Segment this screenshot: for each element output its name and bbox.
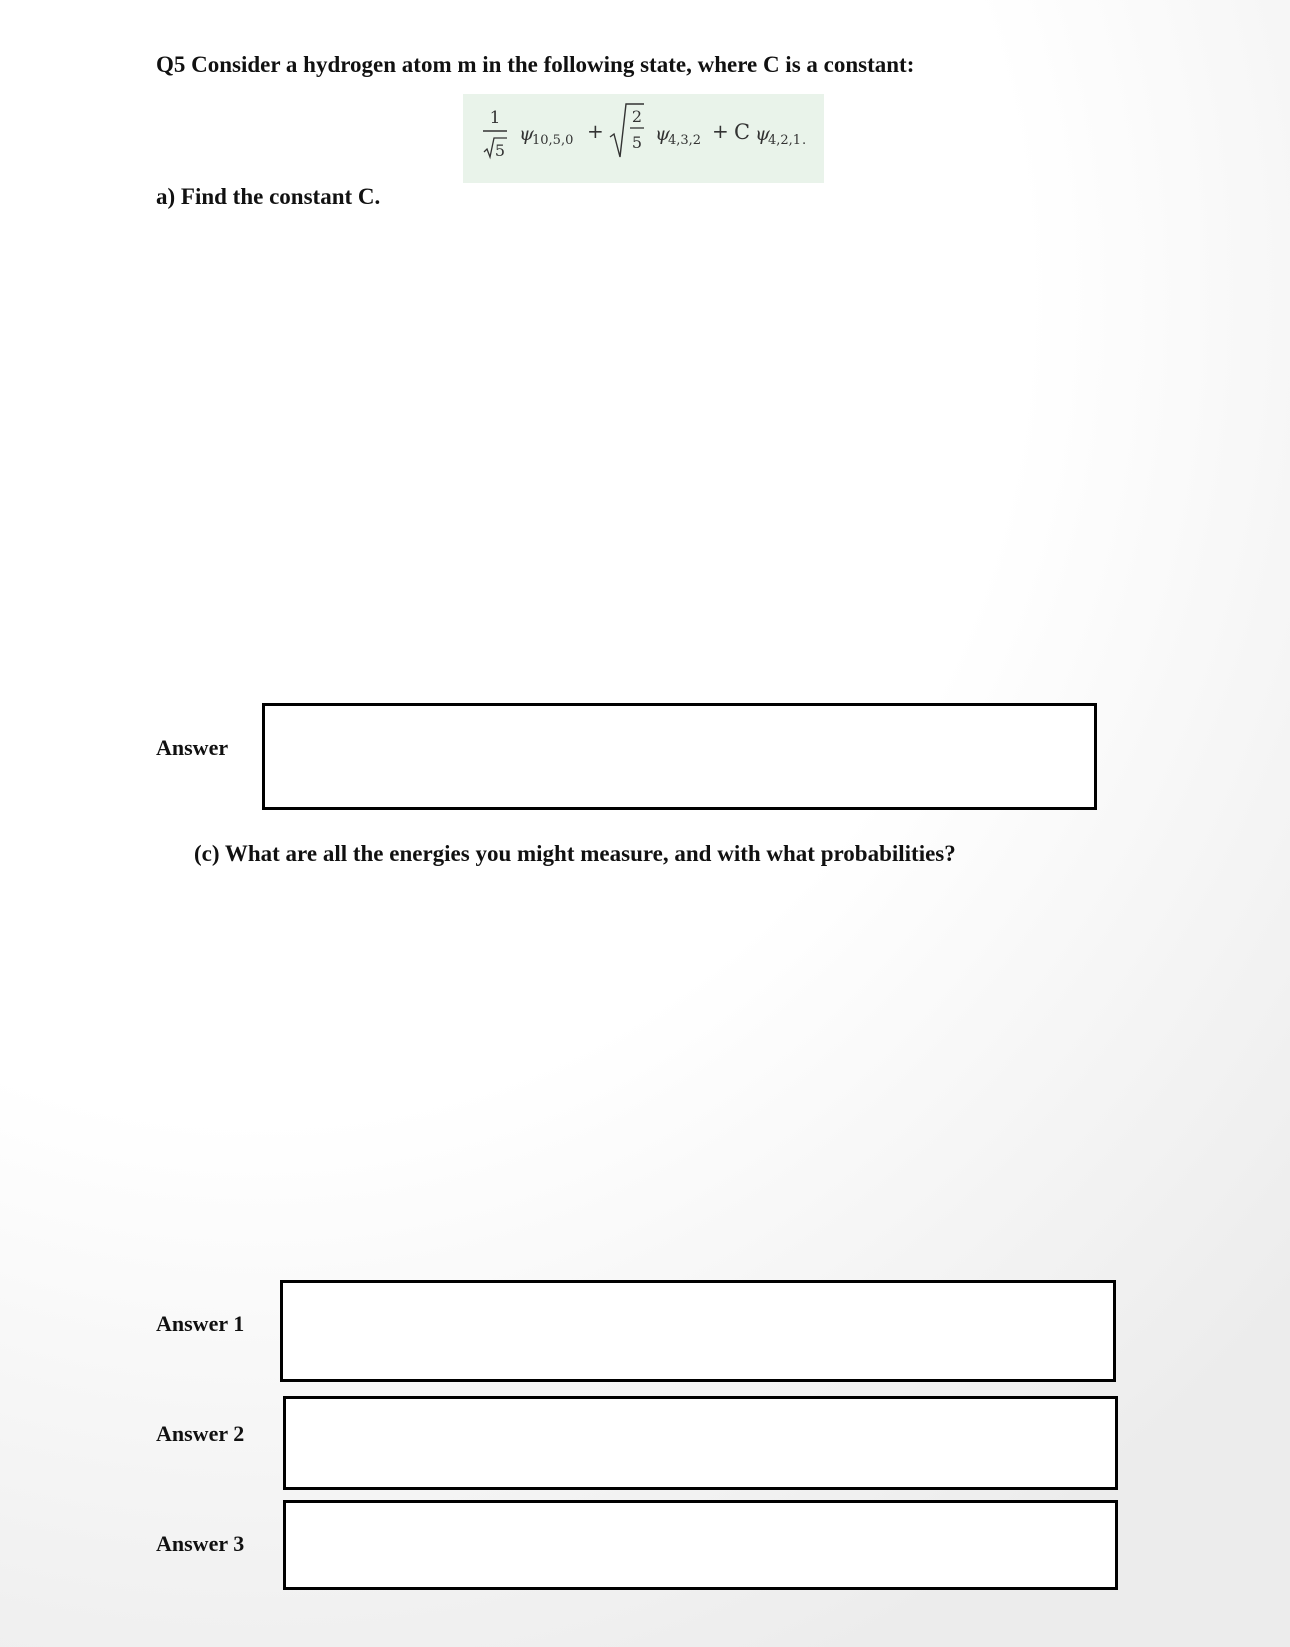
term3-subscript: 4,2,1 — [768, 133, 802, 148]
term2-psi: ψ — [655, 123, 670, 145]
term1-subscript: 10,5,0 — [532, 133, 574, 148]
equation-graphic — [463, 94, 824, 183]
term2-denominator: 5 — [631, 133, 643, 152]
answer-box-a[interactable] — [262, 703, 1097, 810]
term3-trailing: . — [802, 133, 807, 148]
answer-box-2[interactable] — [283, 1396, 1118, 1490]
term3-psi: ψ — [755, 123, 770, 145]
term2-numerator: 2 — [631, 107, 643, 126]
answer-label-2: Answer 2 — [156, 1421, 245, 1446]
answer-label-3: Answer 3 — [156, 1531, 245, 1556]
part-c-prompt: (c) What are all the energies you might measure, and with what probabilities? — [194, 841, 956, 866]
question-title: Q5 Consider a hydrogen atom m in the following state, where C is a constant: — [156, 52, 915, 77]
answer-label-a: Answer — [156, 735, 229, 760]
term1-psi: ψ — [519, 123, 534, 145]
term2-subscript: 4,3,2 — [668, 133, 702, 148]
answer-label-1: Answer 1 — [156, 1311, 245, 1336]
state-equation — [463, 94, 824, 183]
part-a-prompt: a) Find the constant C. — [156, 184, 381, 209]
answer-box-3[interactable] — [283, 1500, 1118, 1590]
term1-denominator: 5 — [494, 141, 506, 160]
term3-coefficient: C — [734, 120, 751, 144]
plus-sign-2: + — [712, 119, 729, 143]
term1-numerator: 1 — [489, 108, 501, 128]
plus-sign-1: + — [587, 119, 604, 143]
answer-box-1[interactable] — [280, 1280, 1116, 1382]
